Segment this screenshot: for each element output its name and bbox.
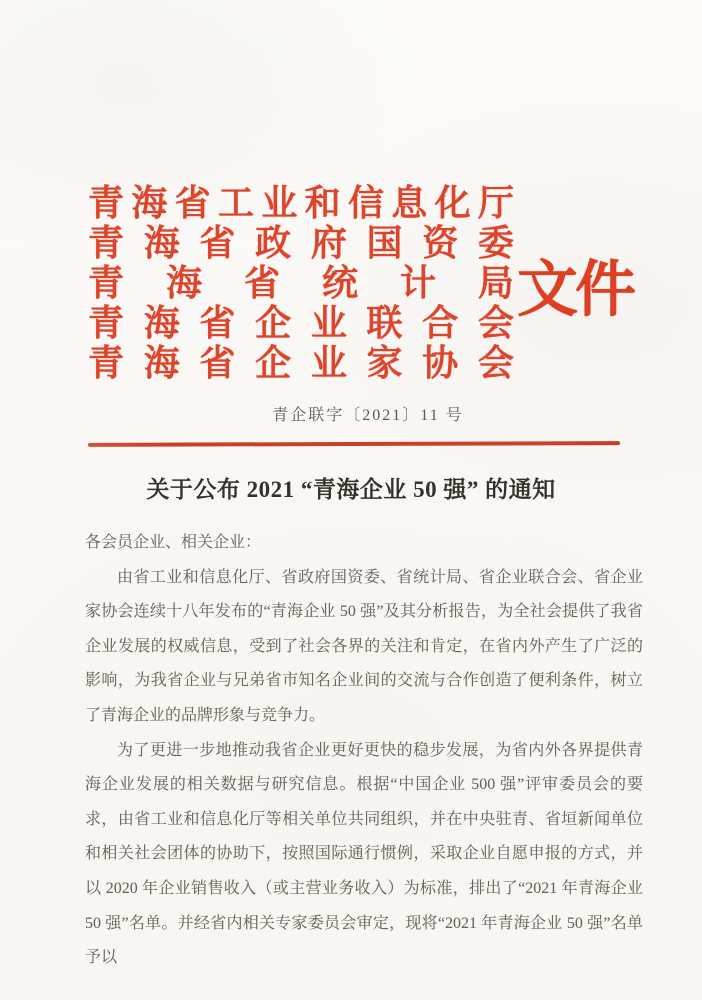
org-name-entrepreneur-association: 青 海 省 企 业 家 协 会	[88, 343, 514, 383]
red-divider-line	[88, 441, 620, 447]
org-name-sasac: 青 海 省 政 府 国 资 委	[88, 223, 514, 263]
document-title: 关于公布 2021 “青海企业 50 强” 的通知	[146, 477, 556, 502]
document-body	[85, 526, 643, 976]
salutation: 各会员企业、相关企业：	[85, 534, 262, 551]
letterhead	[88, 183, 633, 383]
org-name-statistics-bureau: 青 海 省 统 计 局	[88, 263, 514, 303]
org-name-list	[88, 183, 514, 383]
body-paragraph-1: 由省工业和信息化厅、省政府国资委、省统计局、省企业联合会、省企业家协会连续十八年发布的“青海企业 50 强”及其分析报告，为全社会提供了我省企业发展的权威信息，受到了社会各界的关注和肯定，在省内外产生了广泛的影响，为我省企业与兄弟省市知名企业间的交流与合作创造了便利条件，树立了青海企业的品牌形象与竞争力。	[85, 568, 643, 724]
document-mark-wenjian: 文件	[517, 256, 634, 324]
body-paragraph-2: 为了更进一步地推动我省企业更好更快的稳步发展，为省内外各界提供青海企业发展的相关数据与研究信息。根据“中国企业 500 强”评审委员会的要求，由省工业和信息化厅等相关单位共同组织，并在中央驻青、省垣新闻单位和相关社会团体的协助下，按照国际通行惯例，采取企业自愿申报的方式，并以 2020 年企业销售收入（或主营业务收入）为标准，排出了“2021 年青海企业 50 强”名单。并经省内相关专家委员会审定，现将“2021 年青海企业 50 强”名单予以	[85, 741, 643, 967]
document-reference-number: 青企联字〔2021〕11 号	[272, 407, 464, 424]
org-name-industry-it-dept: 青 海 省 工 业 和 信 息 化 厅	[88, 183, 514, 223]
org-name-enterprise-confederation: 青 海 省 企 业 联 合 会	[88, 303, 514, 343]
